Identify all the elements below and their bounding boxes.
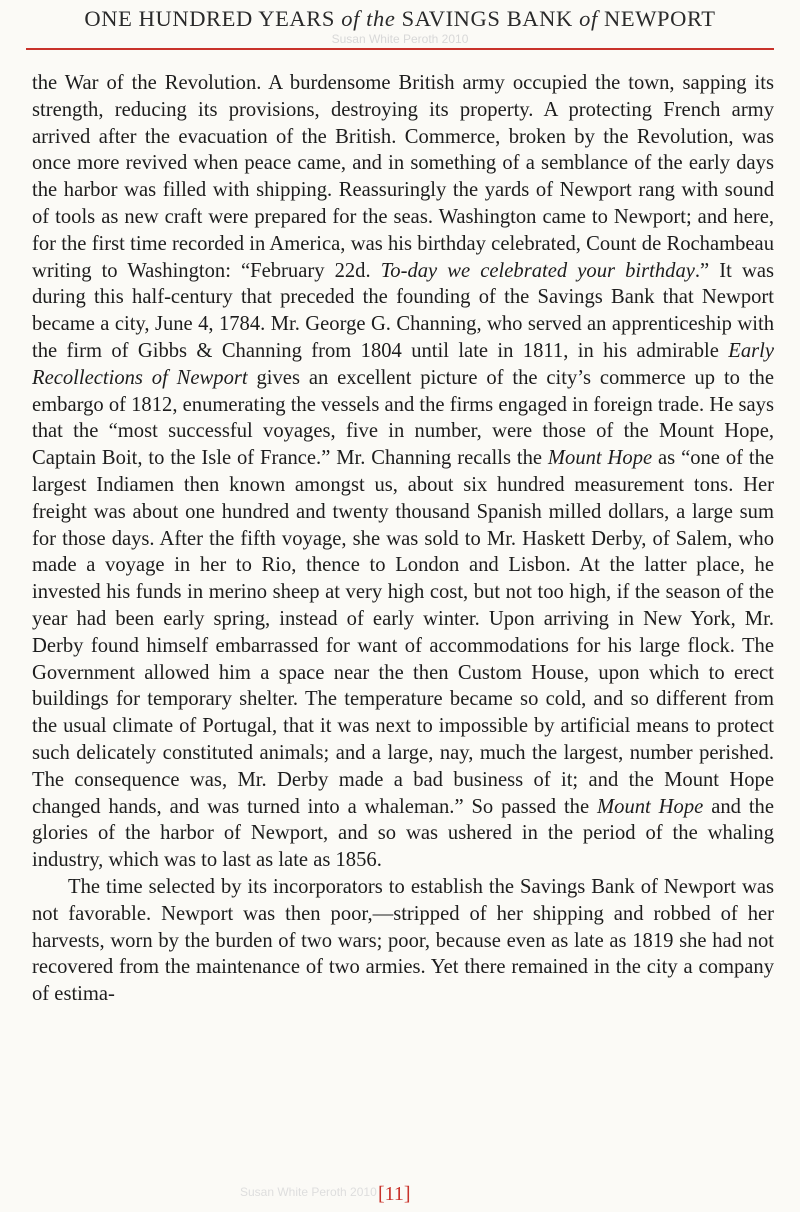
italic-book-title: Early Recollections of Newport bbox=[32, 339, 774, 389]
header-rule bbox=[26, 48, 774, 50]
header-text-3: SAVINGS BANK bbox=[395, 6, 580, 31]
text-run: the War of the Revolution. A burdensome British army occupied the town, sapping its strength, reducing its provisions, destroying its property. A protecting French army arrived after the evacuation of the British. Commerce, broken by the Revolution, was once more revived when peace came, and in something of a semblance of the early days the harbor was filled with shipping. Reassuringly the yards of Newport rang with sound of tools as new craft were prepared for the seas. Washington came to Newport; and here, for the first time recorded in America, was his birthday celebrated, Count de Rochambeau writing to Washington: “February 22d. bbox=[32, 72, 774, 282]
text-run: and the glories of the harbor of Newport, and so was ushered in the period of the whaling industry, which was to last as late as 1856. bbox=[32, 795, 774, 872]
text-run: .” It was during this half-century that preceded the founding of the Savings Bank that Newport became a city, June 4, 1784. Mr. George G. Channing, who served an apprenticeship with the firm of Gibbs & Channing from 1804 until late in 1811, in his admirable bbox=[32, 259, 774, 362]
header-text-1: ONE HUNDRED YEARS bbox=[84, 6, 342, 31]
paragraph-2: The time selected by its incorporators to establish the Savings Bank of Newport was not favorable. Newport was then poor,—stripped of her shipping and robbed of her harvests, worn by the burden of two wars; poor, because even as late as 1819 she had not recovered from the maintenance of two armies. Yet there remained in the city a company of estima- bbox=[32, 875, 774, 1006]
italic-quote: To-day we celebrated your birthday bbox=[380, 259, 695, 282]
text-run: gives an excellent picture of the city’s commerce up to the embargo of 1812, enumerating the vessels and the firms engaged in foreign trade. He says that the “most successful voyages, five in number, were those of the Mount Hope, Captain Boit, to the Isle of France.” Mr. Channing recalls the bbox=[32, 366, 774, 470]
page-number: [11] bbox=[378, 1183, 411, 1205]
body-text bbox=[32, 70, 774, 1008]
header-text-4: of bbox=[579, 6, 598, 31]
header-text-2: of the bbox=[341, 6, 396, 31]
watermark-bottom: Susan White Peroth 2010 bbox=[240, 1185, 377, 1199]
paragraph-1 bbox=[32, 70, 774, 874]
watermark-top: Susan White Peroth 2010 bbox=[331, 32, 469, 46]
running-header bbox=[0, 6, 800, 32]
italic-ship-name: Mount Hope bbox=[547, 447, 653, 470]
header-text-5: NEWPORT bbox=[597, 6, 716, 31]
text-run: as “one of the largest Indiamen then known amongst us, about six hundred measurement tons. Her freight was about one hundred and twenty thousand Spanish milled dollars, a large sum for those days. After the fifth voyage, she was sold to Mr. Haskett Derby, of Salem, who made a voyage in her to Rio, thence to London and Lisbon. At the latter place, he invested his funds in merino sheep at very high cost, but not too high, if the season of the year had been early spring, instead of early winter. Upon arriving in New York, Mr. Derby found himself embarrassed for want of accommodations for his large flock. The Government allowed him a space near the then Custom House, upon which to erect buildings for temporary shelter. The temperature became so cold, and so different from the usual climate of Portugal, that it was next to impossible by artificial means to protect such delicately constituted animals; and a large, nay, much the largest, number perished. The consequence was, Mr. Derby made a bad business of it; and the Mount Hope changed hands, and was turned into a whaleman.” So passed the bbox=[32, 447, 775, 818]
italic-ship-name: Mount Hope bbox=[597, 795, 704, 818]
